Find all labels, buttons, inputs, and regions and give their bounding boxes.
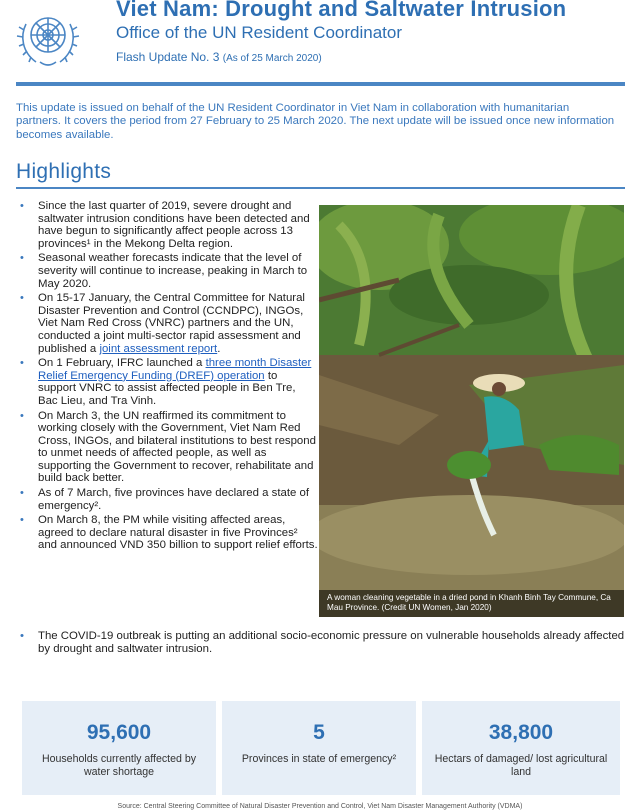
bullet-text: The COVID-19 outbreak is putting an additional socio-economic pressure on vulnerable households already affected by drought and saltwater intrusion. xyxy=(38,630,625,655)
office-subtitle: Office of the UN Resident Coordinator xyxy=(116,23,402,42)
stat-value: 5 xyxy=(313,721,325,744)
list-item xyxy=(18,200,318,250)
stat-households xyxy=(22,701,216,795)
bullet-icon: • xyxy=(20,409,24,422)
stat-value: 38,800 xyxy=(488,721,554,744)
highlights-list xyxy=(18,200,318,554)
bullet-text: On March 8, the PM while visiting affected areas, agreed to declare natural disaster in five Provinces² and announced VND 350 billion to support relief efforts. xyxy=(38,514,318,552)
bullet-text: On March 3, the UN reaffirmed its commitment to working closely with the Government, Viet Nam Red Cross, INGOs, and bilateral institutions to best respond to unmet needs of affected people, as well as supporting the Government to recover, rehabilitate and build back better. xyxy=(38,409,316,485)
highlights-heading: Highlights xyxy=(16,160,112,183)
bullet-icon: • xyxy=(20,292,24,305)
bullet-text: to support VNRC to assist affected people in Ben Tre, Bac Lieu, and Tra Vinh. xyxy=(38,369,296,407)
bullet-text: Since the last quarter of 2019, severe drought and saltwater intrusion conditions have been detected and have begun to significantly affect people across 13 provinces¹ in the Mekong Delta region. xyxy=(38,200,310,250)
bullet-icon: • xyxy=(20,357,24,370)
intro-paragraph: This update is issued on behalf of the UN Resident Coordinator in Viet Nam in collaboration with humanitarian partners. It covers the period from 27 February to 25 March 2020. The next update will be issued once new information becomes available. xyxy=(16,102,615,141)
list-item xyxy=(18,292,318,355)
bullet-icon: • xyxy=(20,487,24,500)
joint-assessment-report-link[interactable]: joint assessment report xyxy=(99,342,218,355)
list-item xyxy=(18,252,318,290)
bullet-text: On 1 February, IFRC launched a xyxy=(38,357,206,370)
highlight-photo xyxy=(319,205,624,617)
bullet-icon: • xyxy=(20,514,24,527)
header-divider xyxy=(16,82,625,86)
source-note: Source: Central Steering Committee of Natural Disaster Prevention and Control, Viet Nam Disaster Management Authority (VDMA) xyxy=(117,803,523,810)
flash-update-number: Flash Update No. 3 xyxy=(116,50,220,64)
list-item xyxy=(18,357,318,407)
bullet-text: As of 7 March, five provinces have declared a state of emergency². xyxy=(38,487,309,512)
bullet-icon: • xyxy=(20,252,24,265)
stat-hectares xyxy=(422,701,620,795)
dref-operation-link[interactable]: three month Disaster Relief Emergency Funding (DREF) operation xyxy=(38,357,312,382)
bullet-text: On 15-17 January, the Central Committee for Natural Disaster Prevention and Control (CCNDPC), INGOs, Viet Nam Red Cross (VNRC) partners and the UN, conducted a joint multi-sector rapid assessment and published a xyxy=(38,292,305,355)
un-emblem-icon xyxy=(14,2,82,70)
list-item xyxy=(18,410,318,486)
stat-provinces xyxy=(222,701,416,795)
stat-label: Households currently affected by water shortage xyxy=(41,753,197,778)
bullet-text: . xyxy=(217,342,221,355)
bullet-icon: • xyxy=(20,200,24,212)
stat-label: Hectars of damaged/ lost agricultural land xyxy=(434,753,608,778)
flash-update-label xyxy=(116,50,322,64)
list-item xyxy=(18,630,628,655)
list-item xyxy=(18,514,318,552)
key-figures xyxy=(22,701,622,795)
highlights-list-wide xyxy=(18,630,628,655)
stat-value: 95,600 xyxy=(86,721,152,744)
photo-illustration xyxy=(319,205,624,617)
bullet-text: Seasonal weather forecasts indicate that the level of severity will continue to increase, peaking in March to May 2020. xyxy=(38,252,308,290)
bullet-icon: • xyxy=(20,630,24,642)
page-title: Viet Nam: Drought and Saltwater Intrusion xyxy=(116,0,567,21)
highlights-divider xyxy=(16,187,625,189)
flash-update-date: (As of 25 March 2020) xyxy=(222,53,322,64)
stat-label: Provinces in state of emergency² xyxy=(241,753,397,765)
photo-caption: A woman cleaning vegetable in a dried pond in Khanh Binh Tay Commune, Ca Mau Province. (Credit UN Women, Jan 2020) xyxy=(319,590,624,617)
list-item xyxy=(18,487,318,512)
